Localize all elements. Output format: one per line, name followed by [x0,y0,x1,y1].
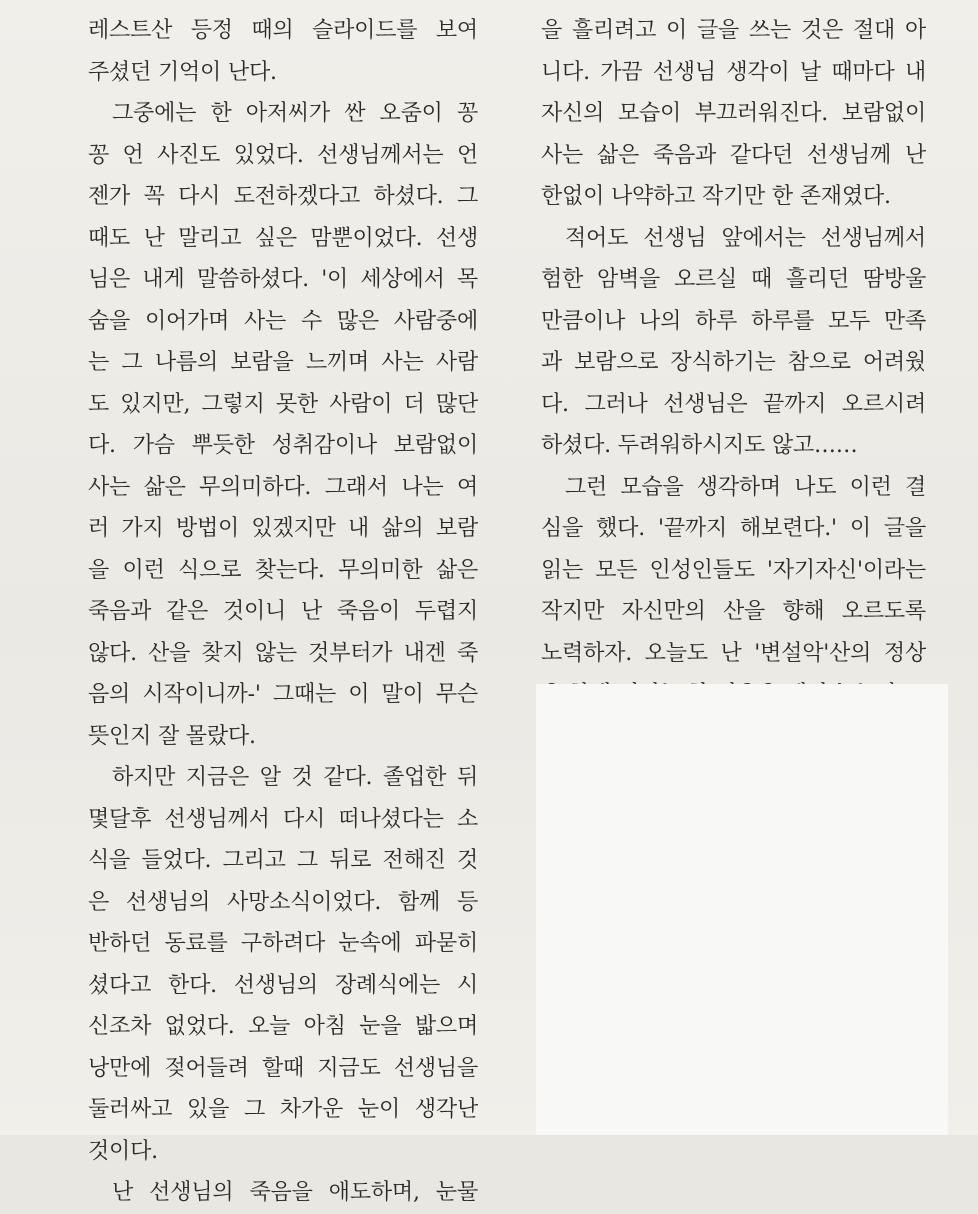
text-line: 것이다. [88,1138,158,1164]
text-line: 사는 삶은 무의미하다. 그래서 나는 여 [88,474,478,500]
text-line: 도 있지만, 그렇지 못한 사람이 더 많단 [88,391,478,417]
text-line: 은 선생님의 사망소식이었다. 함께 등 [88,889,478,915]
text-line: 반하던 동료를 구하려다 눈속에 파묻히 [88,931,478,956]
text-line: 숨을 이어가며 사는 수 많은 사람중에 [88,308,478,334]
text-line: 젠가 꼭 다시 도전하겠다고 하셨다. 그 [88,184,478,209]
text-line: 만큼이나 나의 하루 하루를 모두 만족 [541,308,926,334]
right-text-column [541,10,926,716]
text-line: 작지만 자신만의 산을 향해 오르도록 [541,599,926,624]
text-line: 님은 내게 말씀하셨다. '이 세상에서 목 [88,267,478,292]
text-line: 죽음과 같은 것이니 난 죽음이 두렵지 [88,599,478,624]
text-line: 그중에는 한 아저씨가 싼 오줌이 꽁 [112,101,478,126]
text-line: 셨다고 한다. 선생님의 장례식에는 시 [88,972,478,998]
blank-area [536,684,948,1135]
text-line: 그런 모습을 생각하며 나도 이런 결 [565,474,926,500]
text-line: 과 보람으로 장식하기는 참으로 어려웠 [541,350,926,375]
text-line: 험한 암벽을 오르실 때 흘리던 땀방울 [541,267,926,292]
text-line: 읽는 모든 인성인들도 '자기자신'이라는 [541,557,926,583]
text-line: 신조차 없었다. 오늘 아침 눈을 밟으며 [88,1014,478,1039]
text-line: 니다. 가끔 선생님 생각이 날 때마다 내 [541,59,926,85]
text-line: 때도 난 말리고 싶은 맘뿐이었다. 선생 [88,225,478,251]
text-line: 적어도 선생님 앞에서는 선생님께서 [565,225,926,251]
text-line: 심을 했다. '끝까지 해보련다.' 이 글을 [541,516,926,541]
text-line: 둘러싸고 있을 그 차가운 눈이 생각난 [88,1097,478,1122]
text-line: 노력하자. 오늘도 난 '변설악'산의 정상 [541,640,926,666]
text-line: 다. 그러나 선생님은 끝까지 오르시려 [541,391,926,417]
text-line: 몇달후 선생님께서 다시 떠나셨다는 소 [88,806,478,832]
left-text-column [88,10,478,1214]
text-line: 않다. 산을 찾지 않는 것부터가 내겐 죽 [88,640,478,666]
text-line: 뜻인지 잘 몰랐다. [88,723,256,749]
text-line: 사는 삶은 죽음과 같다던 선생님께 난 [541,142,926,168]
text-line: 난 선생님의 죽음을 애도하며, 눈물 [112,1180,478,1205]
text-line: 자신의 모습이 부끄러워진다. 보람없이 [541,101,926,126]
text-line: 다. 가슴 뿌듯한 성취감이나 보람없이 [88,433,478,458]
text-line: 낭만에 젖어들려 할때 지금도 선생님을 [88,1055,478,1081]
text-line: 을 이런 식으로 찾는다. 무의미한 삶은 [88,557,478,583]
text-line: 는 그 나름의 보람을 느끼며 사는 사람 [88,350,478,375]
text-line: 꽁 언 사진도 있었다. 선생님께서는 언 [88,142,478,168]
text-line: 하지만 지금은 알 것 같다. 졸업한 뒤 [112,765,478,790]
text-line: 음의 시작이니까-' 그때는 이 말이 무슨 [88,682,478,707]
text-line: 을 흘리려고 이 글을 쓰는 것은 절대 아 [541,18,926,43]
text-line: 하셨다. 두려워하시지도 않고…… [541,433,858,458]
text-line: 한없이 나약하고 작기만 한 존재였다. [541,184,891,209]
text-line: 러 가지 방법이 있겠지만 내 삶의 보람 [88,516,478,541]
text-line: 식을 들었다. 그리고 그 뒤로 전해진 것 [88,848,478,873]
text-line: 주셨던 기억이 난다. [88,59,277,85]
text-line: 레스트산 등정 때의 슬라이드를 보여 [88,18,478,43]
